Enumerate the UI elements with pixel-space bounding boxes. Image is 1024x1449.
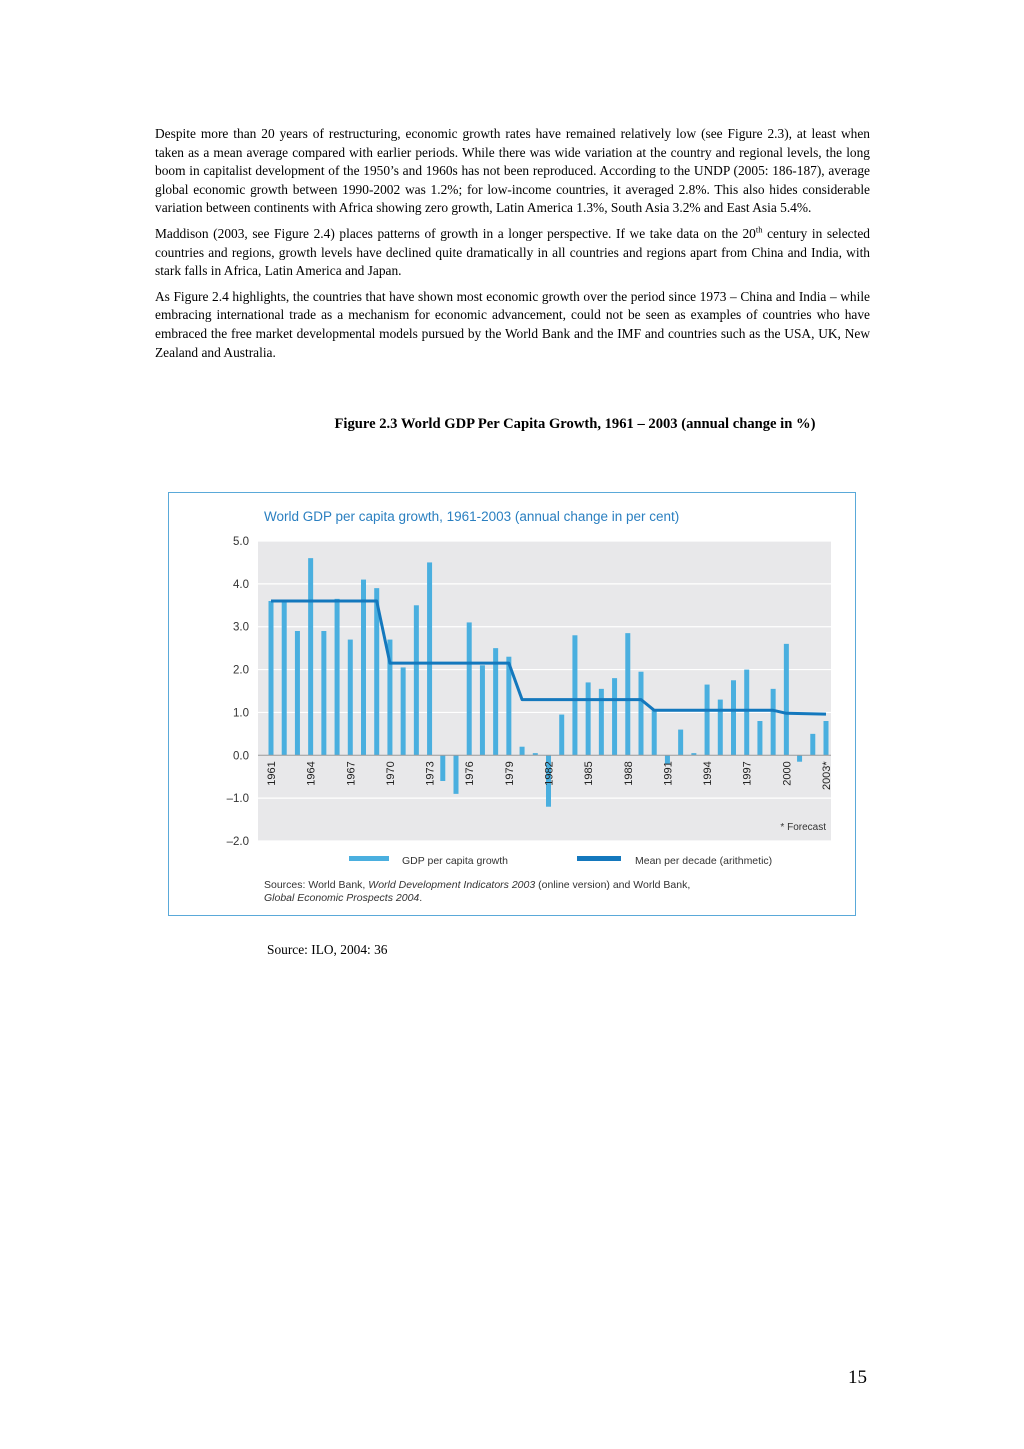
y-tick-label: –1.0 — [226, 793, 249, 806]
bar-1974 — [440, 755, 445, 781]
page-number: 15 — [848, 1367, 867, 1388]
x-tick-label: 1988 — [622, 761, 635, 786]
y-tick-label: 1.0 — [233, 707, 249, 720]
x-tick-label: 1982 — [543, 761, 556, 786]
x-tick-label: 1967 — [345, 761, 358, 786]
bar-1992 — [678, 730, 683, 756]
x-tick-label: 1961 — [266, 761, 278, 786]
bar-1983 — [559, 715, 564, 756]
paragraph-3: As Figure 2.4 highlights, the countries that have shown most economic growth over the period since 1973 – China and India – while embracing international trade as a mechanism for economic advancement, could not be seen as examples of countries who have embraced the free market developmental models pursued by the World Bank and the IMF and countries such as the USA, UK, New Zealand and Australia. — [155, 288, 870, 360]
bar-1971 — [401, 667, 406, 755]
forecast-note: * Forecast — [780, 822, 826, 833]
x-tick-label: 1973 — [424, 761, 437, 786]
bar-1962 — [282, 601, 287, 755]
paragraph-1: Despite more than 20 years of restructuring, economic growth rates have remained relatively low (see Figure 2.3), at least when taken as a mean average compared with earlier periods. While there was wide variation at the country and regional levels, the long boom in capitalist development of the 1950’s and 1960s has not been reproduced. According to the UNDP (2005: 186-187), average global economic growth between 1990-2002 was 1.2%; for low-income countries, it averaged 2.8%. This also hides considerable variation between continents with Africa showing zero growth, Latin America 1.3%, South Asia 3.2% and East Asia 5.4%. — [155, 126, 870, 216]
y-tick-label: 4.0 — [233, 578, 249, 591]
legend-line-swatch — [577, 856, 621, 861]
y-tick-label: 0.0 — [233, 750, 249, 763]
x-tick-label: 1994 — [702, 761, 715, 786]
bar-1997 — [744, 670, 749, 756]
x-tick-label: 1979 — [503, 761, 516, 786]
legend-bar-label: GDP per capita growth — [402, 855, 509, 867]
legend-bar-swatch — [349, 856, 389, 861]
bar-1989 — [639, 672, 644, 756]
y-tick-label: 2.0 — [233, 664, 249, 677]
bar-1999 — [771, 689, 776, 755]
gdp-growth-chart — [169, 493, 855, 915]
bar-1968 — [361, 580, 366, 756]
x-tick-label: 1985 — [583, 761, 596, 786]
source-note: Source: ILO, 2004: 36 — [267, 942, 388, 957]
paragraph-2-text: Maddison (2003, see Figure 2.4) places patterns of growth in a longer perspective. If we take data on the 20 — [155, 225, 756, 241]
paragraph-2 — [155, 225, 870, 281]
bar-2000 — [784, 644, 789, 755]
bar-2003 — [824, 721, 829, 755]
x-tick-label: 1964 — [305, 761, 318, 786]
bar-1987 — [612, 678, 617, 755]
y-tick-label: 3.0 — [233, 621, 249, 634]
x-tick-label: 2003* — [821, 761, 833, 791]
chart-title: World GDP per capita growth, 1961-2003 (annual change in per cent) — [264, 509, 680, 524]
bar-2001 — [797, 755, 802, 761]
bar-1963 — [295, 631, 300, 755]
bar-1972 — [414, 605, 419, 755]
bar-1990 — [652, 710, 657, 755]
bar-1964 — [308, 558, 313, 755]
bar-1996 — [731, 680, 736, 755]
bar-1984 — [572, 635, 577, 755]
bar-1975 — [454, 755, 459, 794]
chart-frame — [168, 492, 856, 916]
paragraph-2-text-cont: century in selected countries and regions, growth levels have declined quite dramatically in all countries and regions apart from China and India, with stark falls in Africa, Latin America and Japan. — [155, 225, 870, 279]
body-text — [155, 125, 870, 369]
bar-1980 — [520, 747, 525, 756]
bar-2002 — [810, 734, 815, 755]
chart-sources-line-2: Global Economic Prospects 2004. — [264, 892, 423, 904]
bar-1965 — [321, 631, 326, 755]
chart-sources-line-1: Sources: World Bank, World Development Indicators 2003 (online version) and World Bank, — [264, 879, 691, 891]
x-tick-label: 1991 — [662, 761, 675, 786]
bar-1977 — [480, 665, 485, 755]
x-tick-label: 1970 — [384, 761, 397, 786]
legend-line-label: Mean per decade (arithmetic) — [635, 855, 773, 867]
bar-1976 — [467, 622, 472, 755]
bar-1994 — [705, 685, 710, 756]
bar-1961 — [269, 601, 274, 755]
bar-1967 — [348, 640, 353, 756]
y-tick-label: –2.0 — [226, 836, 249, 848]
bar-1995 — [718, 700, 723, 756]
x-tick-label: 1976 — [464, 761, 477, 786]
x-tick-label: 1997 — [741, 761, 754, 786]
bar-1985 — [586, 682, 591, 755]
figure-caption: Figure 2.3 World GDP Per Capita Growth, 1961 – 2003 (annual change in %) — [334, 416, 816, 432]
bar-1988 — [625, 633, 630, 755]
bar-1966 — [335, 599, 340, 755]
x-tick-label: 2000 — [781, 761, 794, 786]
y-tick-label: 5.0 — [233, 536, 249, 548]
bar-1998 — [757, 721, 762, 755]
superscript-th: th — [755, 224, 763, 235]
bar-1973 — [427, 562, 432, 755]
